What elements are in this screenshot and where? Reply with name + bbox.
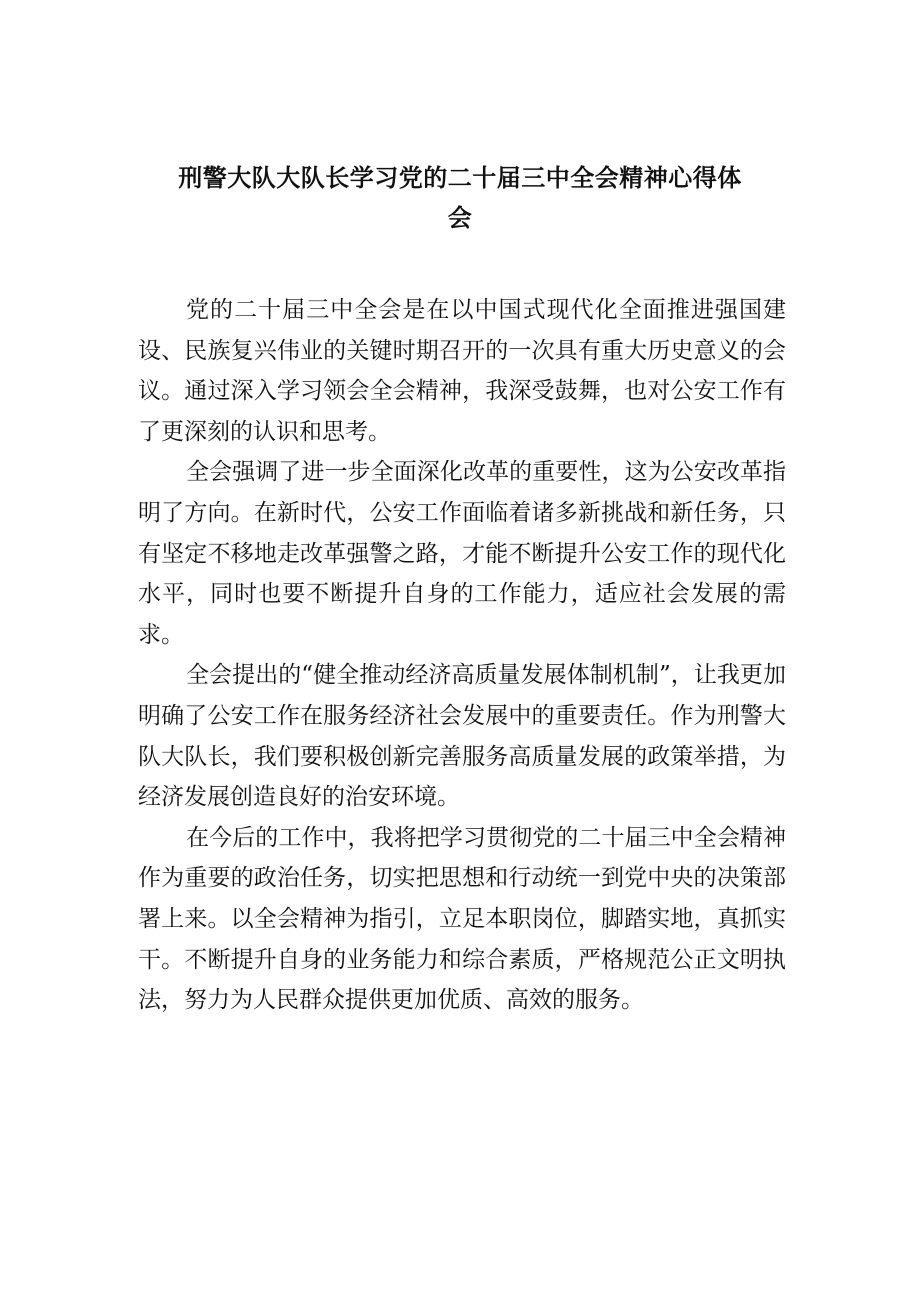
body-paragraph-4: 在今后的工作中，我将把学习贯彻党的二十届三中全会精神作为重要的政治任务，切实把思想和行动统一到党中央的决策部署上来。以全会精神为指引，立足本职岗位，脚踏实地，真抓实干。不断提升自身的业务能力和综合素质，严格规范公正文明执法，努力为人民群众提供更加优质、高效的服务。 — [138, 824, 786, 1014]
document-title-line-1: 刑警大队大队长学习党的二十届三中全会精神心得体 — [178, 164, 742, 192]
body-paragraph-3: 全会提出的“健全推动经济高质量发展体制机制”，让我更加明确了公安工作在服务经济社会发展中的重要责任。作为刑警大队大队长，我们要积极创新完善服务高质量发展的政策举措，为经济发展创造良好的治安环境。 — [138, 662, 786, 811]
document-title-line-2: 会 — [447, 204, 473, 232]
body-paragraph-1: 党的二十届三中全会是在以中国式现代化全面推进强国建设、民族复兴伟业的关键时期召开的一次具有重大历史意义的会议。通过深入学习领会全会精神，我深受鼓舞，也对公安工作有了更深刻的认识和思考。 — [138, 297, 786, 445]
body-paragraph-2: 全会强调了进一步全面深化改革的重要性，这为公安改革指明了方向。在新时代，公安工作面临着诸多新挑战和新任务，只有坚定不移地走改革强警之路，才能不断提升公安工作的现代化水平，同时也要不断提升自身的工作能力，适应社会发展的需求。 — [138, 459, 786, 648]
document-body — [138, 290, 786, 1021]
document-title — [120, 158, 800, 238]
